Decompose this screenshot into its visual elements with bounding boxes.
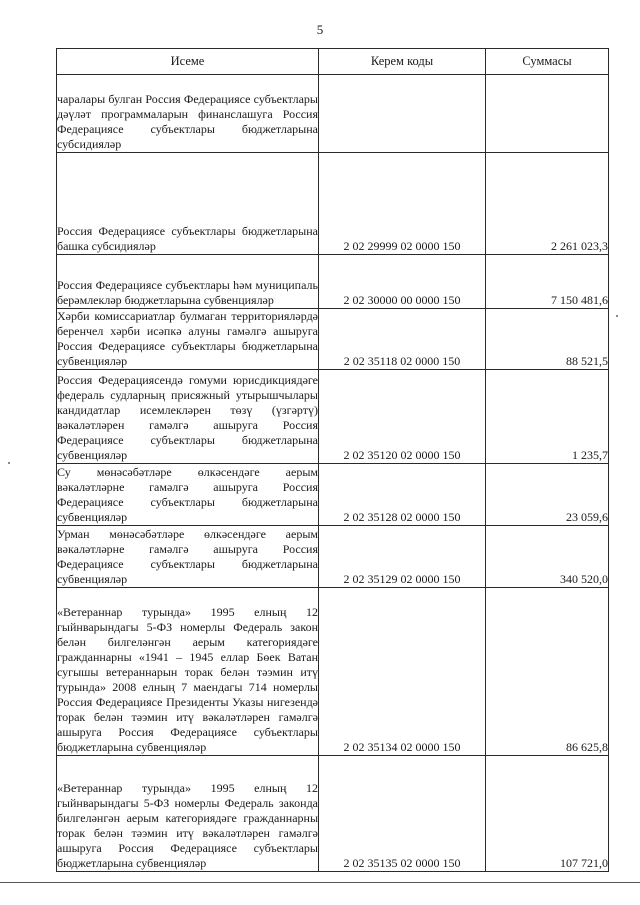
row-code: 2 02 35129 02 0000 150 [319, 526, 486, 588]
table-row [57, 588, 609, 756]
row-code: 2 02 35118 02 0000 150 [319, 309, 486, 370]
table-row [57, 756, 609, 872]
table-row [57, 526, 609, 588]
table-row [57, 153, 609, 255]
row-code: 2 02 30000 00 0000 150 [319, 255, 486, 309]
budget-table [56, 48, 609, 872]
row-sum [486, 75, 609, 153]
header-code: Керем коды [319, 49, 486, 75]
row-name: Урман мөнәсәбәтләре өлкәсендәге аерым вәкаләтләрне гамәлгә ашыруга Россия Федерациясе субъектлары бюджетларына субвенцияләр [57, 527, 318, 586]
row-sum: 2 261 023,3 [486, 153, 609, 255]
row-name: Россия Федерациясе субъектлары һәм муниципаль берәмлекләр бюджетларына субвенцияләр [57, 255, 319, 309]
scan-edge-line [0, 882, 640, 883]
row-code: 2 02 29999 02 0000 150 [319, 153, 486, 255]
row-code: 2 02 35135 02 0000 150 [319, 756, 486, 872]
header-name: Исеме [57, 49, 319, 75]
table-row [57, 370, 609, 464]
row-name: Хәрби комиссариатлар булмаган территорияләрдә беренчел хәрби исәпкә алуны гамәлгә ашыруга Россия Федерациясе субъектлары бюджетларына субвенцияләр [57, 309, 318, 368]
row-name: «Ветераннар турында» 1995 елның 12 гыйнварындагы 5-ФЗ номерлы Федераль закон белән билгеләнгән аерым категориядәге гражданнарны «1941 – 1945 еллар Бөек Ватан сугышы ветераннарын торак белән тәэмин итү турында» 2008 елның 7 маендагы 714 номерлы Россия Федерациясе Президенты Указы нигезендә торак белән тәэмин итү вәкаләтләрен гамәлгә ашыруга Россия Федерациясе субъектлары бюджетларына субвенцияләр [57, 588, 319, 756]
table-header-row [57, 49, 609, 75]
row-code: 2 02 35120 02 0000 150 [319, 370, 486, 464]
row-sum: 23 059,6 [486, 464, 609, 526]
row-name: Су мөнәсәбәтләре өлкәсендәге аерым вәкаләтләрне гамәлгә ашыруга Россия Федерациясе субъектлары бюджетларына субвенцияләр [57, 465, 318, 524]
scan-mark [616, 315, 618, 317]
row-name: чаралары булган Россия Федерациясе субъектлары дәүләт программаларын финанслашуга Россия Федерациясе субъектлары бюджетларына субсидияләр [57, 75, 319, 153]
row-sum: 88 521,5 [486, 309, 609, 370]
row-sum: 1 235,7 [486, 370, 609, 464]
table-row [57, 464, 609, 526]
header-sum: Суммасы [486, 49, 609, 75]
row-code: 2 02 35128 02 0000 150 [319, 464, 486, 526]
table-row [57, 255, 609, 309]
row-code: 2 02 35134 02 0000 150 [319, 588, 486, 756]
row-code [319, 75, 486, 153]
table-row [57, 75, 609, 153]
row-name: Россия Федерациясе субъектлары бюджетларына башка субсидияләр [57, 153, 319, 255]
row-name: «Ветераннар турында» 1995 елның 12 гыйнварындагы 5-ФЗ номерлы Федераль законда билгеләнгән аерым категориядәге гражданнарны торак белән тәэмин итү вәкаләтләрен гамәлгә ашыруга Россия Федерациясе субъектлары бюджетларына субвенцияләр [57, 756, 319, 872]
table-row [57, 309, 609, 370]
row-sum: 86 625,8 [486, 588, 609, 756]
page-number: 5 [316, 22, 324, 37]
row-sum: 7 150 481,6 [486, 255, 609, 309]
row-sum: 340 520,0 [486, 526, 609, 588]
row-name: Россия Федерациясендә гомуми юрисдикциядәге федераль судларның присяжный утырышчылары кандидатлар исемлекләрен төзү (үзгәртү) вәкаләтләрен гамәлгә ашыруга Россия Федерациясе субъектлары бюджетларына субвенцияләр [57, 370, 319, 464]
row-sum: 107 721,0 [486, 756, 609, 872]
scan-mark [8, 462, 10, 464]
